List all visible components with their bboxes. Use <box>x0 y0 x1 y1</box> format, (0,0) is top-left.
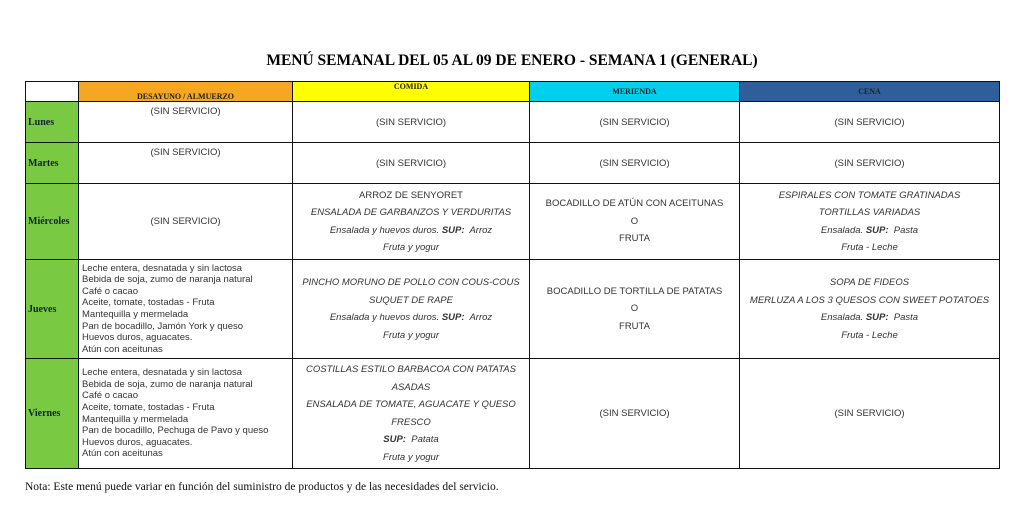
sup-value: Arroz <box>469 224 493 236</box>
day-martes: Martes <box>26 143 79 184</box>
dish-text: Ensalada y huevos duros. <box>329 224 440 236</box>
cell-miercoles-desayuno: (SIN SERVICIO) <box>79 184 293 260</box>
dish-line: SOPA DE FIDEOS <box>829 277 910 288</box>
sup-label: SUP: <box>865 224 889 236</box>
row-martes <box>26 143 1000 184</box>
breakfast-item: Atún con aceitunas <box>82 448 163 460</box>
cell-jueves-desayuno <box>79 260 293 359</box>
breakfast-item: Bebida de soja, zumo de naranja natural <box>82 274 253 286</box>
dish-line: ENSALADA DE TOMATE, AGUACATE Y QUESO <box>306 399 516 410</box>
dish-line: MERLUZA A LOS 3 QUESOS CON SWEET POTATOES <box>749 294 990 306</box>
breakfast-item: Pan de bocadillo, Jamón York y queso <box>82 320 244 332</box>
breakfast-item: Leche entera, desnatada y sin lactosa <box>82 367 243 379</box>
dish-line: ENSALADA DE GARBANZOS Y VERDURITAS <box>310 207 512 218</box>
day-miercoles: Miércoles <box>26 184 79 260</box>
breakfast-item: Leche entera, desnatada y sin lactosa <box>82 262 243 274</box>
cell-viernes-merienda: (SIN SERVICIO) <box>530 359 740 469</box>
cell-lunes-desayuno: (SIN SERVICIO) <box>79 102 293 143</box>
dish-line <box>293 309 529 327</box>
sup-value: Pasta <box>893 312 919 323</box>
dish-line: FRUTA <box>619 320 650 332</box>
dish-line: COSTILLAS ESTILO BARBACOA CON PATATAS <box>306 364 516 375</box>
sup-label: SUP: <box>383 434 406 445</box>
breakfast-item: Café o cacao <box>82 390 138 402</box>
breakfast-item: Mantequilla y mermelada <box>82 413 189 425</box>
row-jueves <box>26 260 1000 359</box>
cell-jueves-cena <box>740 260 1000 359</box>
cell-lunes-cena: (SIN SERVICIO) <box>740 102 1000 143</box>
dish-text: Ensalada y huevos duros. <box>329 312 440 323</box>
breakfast-item: Bebida de soja, zumo de naranja natural <box>82 378 253 390</box>
sup-value: Patata <box>411 434 439 445</box>
row-viernes <box>26 359 1000 469</box>
dish-line <box>293 222 529 240</box>
breakfast-item: Mantequilla y mermelada <box>82 309 189 320</box>
dish-line: PINCHO MORUNO DE POLLO CON COUS-COUS <box>302 277 520 288</box>
row-miercoles <box>26 184 1000 260</box>
sup-label: SUP: <box>441 224 465 236</box>
row-lunes <box>26 102 1000 143</box>
cell-viernes-comida <box>293 359 530 469</box>
cell-martes-merienda: (SIN SERVICIO) <box>530 143 740 184</box>
cell-viernes-cena: (SIN SERVICIO) <box>740 359 1000 469</box>
dish-text: Ensalada. <box>820 312 864 323</box>
breakfast-item: Atún con aceitunas <box>82 343 163 355</box>
cell-miercoles-cena <box>740 184 1000 260</box>
menu-table <box>25 81 1000 469</box>
day-jueves: Jueves <box>26 260 79 359</box>
cell-miercoles-comida <box>293 184 530 260</box>
dish-line: BOCADILLO DE ATÚN CON ACEITUNAS <box>545 198 724 210</box>
header-merienda: MERIENDA <box>530 82 740 102</box>
header-corner <box>26 82 79 102</box>
dish-text: Ensalada. <box>820 224 864 236</box>
dish-line: SUQUET DE RAPE <box>369 294 453 306</box>
breakfast-item: Aceite, tomate, tostadas - Fruta <box>82 401 215 413</box>
cell-martes-comida: (SIN SERVICIO) <box>293 143 530 184</box>
cell-jueves-merienda <box>530 260 740 359</box>
header-row <box>26 82 1000 102</box>
dish-line: Fruta y yogur <box>383 329 439 341</box>
dish-line: TORTILLAS VARIADAS <box>818 207 921 218</box>
dish-line: O <box>630 303 639 315</box>
dish-line <box>740 309 999 327</box>
sup-label: SUP: <box>441 312 465 323</box>
day-lunes: Lunes <box>26 102 79 143</box>
cell-lunes-merienda: (SIN SERVICIO) <box>530 102 740 143</box>
cell-martes-desayuno: (SIN SERVICIO) <box>79 143 293 184</box>
dish-line: Fruta y yogur <box>383 242 439 253</box>
dish-line: ESPIRALES CON TOMATE GRATINADAS <box>778 189 961 201</box>
cell-viernes-desayuno <box>79 359 293 469</box>
dish-line: FRUTA <box>619 233 650 245</box>
breakfast-item: Aceite, tomate, tostadas - Fruta <box>82 297 215 309</box>
footnote: Nota: Este menú puede variar en función del suministro de productos y de las necesidades del servicio. <box>25 481 499 493</box>
sup-value: Arroz <box>469 312 493 323</box>
breakfast-item: Café o cacao <box>82 285 138 297</box>
page-title: MENÚ SEMANAL DEL 05 AL 09 DE ENERO - SEMANA 1 (GENERAL) <box>266 52 758 69</box>
header-comida: COMIDA <box>293 82 530 102</box>
dish-line: BOCADILLO DE TORTILLA DE PATATAS <box>546 285 723 297</box>
cell-lunes-comida: (SIN SERVICIO) <box>293 102 530 143</box>
header-cena: CENA <box>740 82 1000 102</box>
dish-line: ASADAS <box>391 381 431 393</box>
header-desayuno: DESAYUNO / ALMUERZO <box>79 82 293 102</box>
breakfast-item: Huevos duros, aguacates. <box>82 332 193 344</box>
sup-value: Pasta <box>893 224 919 236</box>
dish-line: O <box>630 215 639 227</box>
day-viernes: Viernes <box>26 359 79 469</box>
dish-line: FRESCO <box>391 416 431 428</box>
dish-line <box>740 222 999 240</box>
dish-line <box>293 431 529 449</box>
dish-line: Fruta y yogur <box>383 451 439 463</box>
dish-line: Fruta - Leche <box>841 242 898 253</box>
cell-jueves-comida <box>293 260 530 359</box>
breakfast-item: Huevos duros, aguacates. <box>82 436 193 448</box>
cell-martes-cena: (SIN SERVICIO) <box>740 143 1000 184</box>
breakfast-item: Pan de bocadillo, Pechuga de Pavo y queso <box>82 425 269 437</box>
sup-label: SUP: <box>865 312 889 323</box>
cell-miercoles-merienda <box>530 184 740 260</box>
dish-line: ARROZ DE SENYORET <box>359 189 463 201</box>
dish-line: Fruta - Leche <box>841 329 898 341</box>
